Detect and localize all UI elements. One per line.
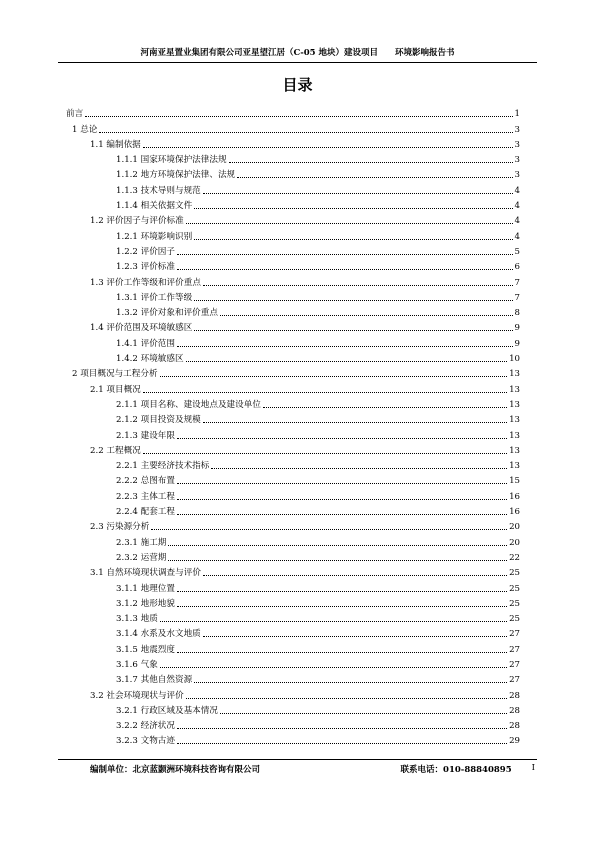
dot-leader — [186, 223, 513, 224]
toc-entry[interactable] — [66, 639, 520, 654]
toc-entry-label: 3.2.2 经济状况 — [116, 721, 175, 732]
dot-leader — [143, 147, 513, 148]
toc-entry[interactable] — [66, 502, 520, 517]
toc-entry[interactable] — [66, 594, 520, 609]
dot-leader — [177, 514, 507, 515]
toc-entry[interactable] — [66, 104, 520, 119]
toc-entry[interactable] — [66, 701, 520, 716]
toc-entry-page: 13 — [509, 399, 520, 410]
toc-entry-label: 2.2.4 配套工程 — [116, 507, 175, 518]
toc-entry[interactable] — [66, 471, 520, 486]
toc-entry[interactable] — [66, 333, 520, 348]
toc-entry[interactable] — [66, 670, 520, 685]
toc-entry-label: 3.1.2 地形地貌 — [116, 598, 175, 609]
toc-entry[interactable] — [66, 685, 520, 700]
toc-entry[interactable] — [66, 379, 520, 394]
toc-entry-page: 25 — [509, 614, 520, 625]
toc-entry-page: 9 — [514, 323, 520, 334]
toc-entry-label: 1.3.1 评价工作等级 — [116, 292, 193, 303]
footer-rule — [58, 759, 537, 760]
toc-entry-page: 25 — [509, 583, 520, 594]
toc-entry-page: 28 — [509, 705, 520, 716]
dot-leader — [160, 621, 507, 622]
toc-entry-label: 2.3.1 施工期 — [116, 537, 167, 548]
toc-entry-page: 22 — [509, 552, 520, 563]
toc-entry[interactable] — [66, 242, 520, 257]
toc-entry-page: 27 — [509, 675, 520, 686]
toc-entry-page: 28 — [509, 690, 520, 701]
compiling-unit: 编制单位：北京蓝颢洲环境科技咨询有限公司 — [90, 765, 261, 775]
toc-entry-label: 1 总论 — [72, 124, 98, 135]
toc-entry-page: 20 — [509, 522, 520, 533]
toc-entry[interactable] — [66, 318, 520, 333]
toc-entry-label: 1.4.1 评价范围 — [116, 338, 175, 349]
dot-leader — [194, 208, 512, 209]
toc-entry-label: 2.3.2 运营期 — [116, 552, 167, 563]
toc-entry-page: 13 — [509, 461, 520, 472]
contact-phone: 联系电话：010-88840895 — [400, 765, 512, 775]
toc-entry-page: 3 — [514, 139, 520, 150]
dot-leader — [203, 636, 507, 637]
toc-entry-page: 27 — [509, 644, 520, 655]
toc-entry[interactable] — [66, 410, 520, 425]
toc-entry[interactable] — [66, 563, 520, 578]
dot-leader — [211, 468, 507, 469]
toc-entry-label: 2.1.1 项目名称、建设地点及建设单位 — [116, 399, 261, 410]
toc-entry-label: 1.1.2 地方环境保护法律、法规 — [116, 170, 236, 181]
toc-entry[interactable] — [66, 150, 520, 165]
toc-entry-page: 3 — [514, 124, 520, 135]
toc-entry-page: 8 — [514, 308, 520, 319]
toc-entry[interactable] — [66, 517, 520, 532]
toc-entry-label: 2 项目概况与工程分析 — [72, 369, 158, 380]
dot-leader — [177, 438, 507, 439]
dot-leader — [177, 743, 507, 744]
toc-entry-page: 13 — [509, 369, 520, 380]
toc-entry-label: 2.2 工程概况 — [90, 445, 141, 456]
toc-entry-label: 1.2.2 评价因子 — [116, 246, 175, 257]
dot-leader — [160, 376, 508, 377]
dot-leader — [99, 132, 512, 133]
toc-entry[interactable] — [66, 456, 520, 471]
toc-entry[interactable] — [66, 349, 520, 364]
toc-entry-page: 13 — [509, 384, 520, 395]
dot-leader — [177, 254, 513, 255]
toc-entry-page: 9 — [514, 338, 520, 349]
header-rule — [58, 62, 537, 63]
dot-leader — [220, 315, 513, 316]
toc-entry-page: 16 — [509, 491, 520, 502]
toc-entry-label: 3.2.1 行政区域及基本情况 — [116, 705, 218, 716]
toc-entry[interactable] — [66, 226, 520, 241]
toc-entry-page: 5 — [514, 246, 520, 257]
toc-entry-label: 3.2.3 文物古迹 — [116, 736, 175, 747]
toc-entry-label: 1.4.2 环境敏感区 — [116, 354, 184, 365]
toc-entry[interactable] — [66, 441, 520, 456]
toc-entry[interactable] — [66, 548, 520, 563]
dot-leader — [186, 361, 507, 362]
toc-entry[interactable] — [66, 257, 520, 272]
toc-entry-label: 3.1.7 其他自然资源 — [116, 675, 193, 686]
dot-leader — [229, 162, 513, 163]
dot-leader — [160, 667, 507, 668]
toc-entry-label: 1.4 评价范围及环境敏感区 — [90, 323, 193, 334]
dot-leader — [151, 529, 507, 530]
toc-entry-page: 25 — [509, 568, 520, 579]
toc-entry-page: 6 — [514, 262, 520, 273]
toc-entry-label: 1.2.3 评价标准 — [116, 262, 175, 273]
toc-entry-page: 7 — [514, 277, 520, 288]
dot-leader — [203, 422, 507, 423]
toc-entry[interactable] — [66, 716, 520, 731]
toc-entry-page: 25 — [509, 598, 520, 609]
dot-leader — [186, 698, 507, 699]
toc-entry[interactable] — [66, 624, 520, 639]
toc-entry[interactable] — [66, 119, 520, 134]
toc-entry-label: 1.2.1 环境影响识别 — [116, 231, 193, 242]
toc-entry-label: 2.1.3 建设年限 — [116, 430, 175, 441]
dot-leader — [263, 407, 507, 408]
toc-entry[interactable] — [66, 165, 520, 180]
toc-entry[interactable] — [66, 196, 520, 211]
toc-entry-label: 2.2.1 主要经济技术指标 — [116, 461, 210, 472]
dot-leader — [143, 392, 507, 393]
running-header: 河南亚星置业集团有限公司亚星望江居（C-05 地块）建设项目 环境影响报告书 — [140, 48, 455, 58]
toc-entry[interactable] — [66, 364, 520, 379]
dot-leader — [177, 269, 513, 270]
dot-leader — [85, 116, 512, 117]
toc-entry-label: 3.1.5 地震烈度 — [116, 644, 175, 655]
dot-leader — [220, 713, 507, 714]
dot-leader — [177, 499, 507, 500]
toc-entry-page: 4 — [514, 216, 520, 227]
toc-entry-label: 2.1.2 项目投资及规模 — [116, 415, 201, 426]
dot-leader — [194, 330, 512, 331]
page-title: 目录 — [282, 76, 313, 94]
toc-entry[interactable] — [66, 135, 520, 150]
toc-entry-page: 7 — [514, 292, 520, 303]
toc-entry-label: 3.1.4 水系及水文地质 — [116, 629, 201, 640]
toc-entry[interactable] — [66, 609, 520, 624]
toc-entry-page: 4 — [514, 201, 520, 212]
toc-entry-page: 3 — [514, 155, 520, 166]
dot-leader — [177, 728, 507, 729]
toc-entry-label: 前言 — [66, 109, 84, 120]
toc-entry-label: 1.2 评价因子与评价标准 — [90, 216, 184, 227]
dot-leader — [203, 575, 507, 576]
toc-entry-page: 13 — [509, 415, 520, 426]
toc-entry-page: 29 — [509, 736, 520, 747]
toc-entry-label: 3.1 自然环境现状调查与评价 — [90, 568, 201, 579]
toc-entry-page: 27 — [509, 629, 520, 640]
dot-leader — [194, 682, 507, 683]
dot-leader — [168, 545, 507, 546]
toc-entry-page: 13 — [509, 430, 520, 441]
toc-entry-page: 10 — [509, 354, 520, 365]
toc-entry-label: 3.1.6 气象 — [116, 659, 158, 670]
toc-entry-page: 4 — [514, 185, 520, 196]
toc-entry-page: 3 — [514, 170, 520, 181]
toc-entry-label: 2.3 污染源分析 — [90, 522, 150, 533]
toc-entry-page: 27 — [509, 659, 520, 670]
toc-entry[interactable] — [66, 655, 520, 670]
toc-entry-label: 1.1 编制依据 — [90, 139, 141, 150]
dot-leader — [177, 652, 507, 653]
toc-entry-label: 2.2.3 主体工程 — [116, 491, 175, 502]
toc-entry-page: 13 — [509, 445, 520, 456]
running-footer — [90, 763, 535, 775]
dot-leader — [177, 483, 507, 484]
dot-leader — [203, 193, 513, 194]
dot-leader — [194, 239, 512, 240]
toc-entry-label: 3.2 社会环境现状与评价 — [90, 690, 184, 701]
dot-leader — [177, 346, 513, 347]
dot-leader — [143, 453, 507, 454]
toc-entry[interactable] — [66, 425, 520, 440]
dot-leader — [237, 177, 512, 178]
table-of-contents — [66, 104, 520, 746]
toc-entry-label: 3.1.3 地质 — [116, 614, 158, 625]
toc-entry-label: 1.1.4 相关依据文件 — [116, 201, 193, 212]
toc-entry-label: 1.1.3 技术导则与规范 — [116, 185, 201, 196]
toc-entry[interactable] — [66, 288, 520, 303]
toc-entry[interactable] — [66, 211, 520, 226]
toc-entry[interactable] — [66, 303, 520, 318]
toc-entry-label: 2.2.2 总图布置 — [116, 476, 175, 487]
dot-leader — [194, 300, 512, 301]
toc-entry-label: 1.3 评价工作等级和评价重点 — [90, 277, 201, 288]
toc-entry[interactable] — [66, 731, 520, 746]
dot-leader — [177, 591, 507, 592]
toc-entry[interactable] — [66, 180, 520, 195]
toc-entry-page: 1 — [514, 109, 520, 120]
toc-entry[interactable] — [66, 578, 520, 593]
toc-entry-label: 3.1.1 地理位置 — [116, 583, 175, 594]
toc-entry-label: 1.1.1 国家环境保护法律法规 — [116, 155, 227, 166]
toc-entry[interactable] — [66, 272, 520, 287]
dot-leader — [168, 560, 507, 561]
toc-entry[interactable] — [66, 532, 520, 547]
toc-entry[interactable] — [66, 486, 520, 501]
toc-entry-page: 16 — [509, 507, 520, 518]
toc-entry[interactable] — [66, 395, 520, 410]
toc-entry-page: 20 — [509, 537, 520, 548]
toc-entry-label: 1.3.2 评价对象和评价重点 — [116, 308, 218, 319]
dot-leader — [177, 606, 507, 607]
toc-entry-page: 15 — [509, 476, 520, 487]
page-number: I — [531, 763, 535, 773]
toc-entry-label: 2.1 项目概况 — [90, 384, 141, 395]
toc-entry-page: 4 — [514, 231, 520, 242]
dot-leader — [203, 285, 513, 286]
toc-entry-page: 28 — [509, 721, 520, 732]
